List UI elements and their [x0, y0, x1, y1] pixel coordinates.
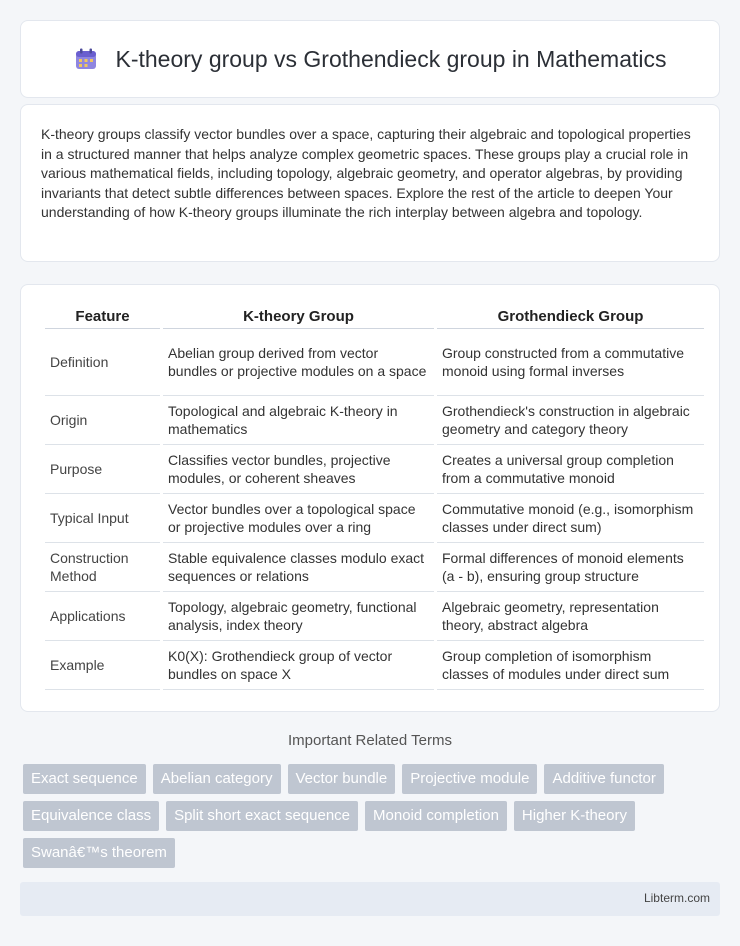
header-grothendieck-group: Grothendieck Group — [437, 305, 704, 329]
row-grothendieck-value: Group completion of isomorphism classes of modules under direct sum — [437, 641, 704, 690]
intro-card — [20, 104, 720, 262]
table-row — [45, 396, 704, 445]
page-title: K-theory group vs Grothendieck group in Mathematics — [115, 45, 667, 72]
row-k-theory-value: Stable equivalence classes modulo exact sequences or relations — [163, 543, 434, 592]
intro-paragraph: K-theory groups classify vector bundles over a space, capturing their algebraic and topological properties in a structured manner that helps analyze complex geometric spaces. These groups play a crucial role in various mathematical fields, including topology, algebraic geometry, and operator algebras, by providing invariants that detect subtle differences between spaces. Explore the rest of the article to deepen Your understanding of how K-theory groups illuminate the rich interplay between algebra and topology. — [41, 126, 691, 220]
header-feature: Feature — [45, 305, 160, 329]
tag-additive-functor[interactable]: Additive functor — [544, 764, 663, 794]
row-k-theory-value: Topological and algebraic K-theory in mathematics — [163, 396, 434, 445]
row-grothendieck-value: Creates a universal group completion from a commutative monoid — [437, 445, 704, 494]
table-row — [45, 445, 704, 494]
tag-swans-theorem[interactable]: Swanâ€™s theorem — [23, 838, 175, 868]
row-k-theory-value: Abelian group derived from vector bundles or projective modules on a space — [163, 329, 434, 396]
header-card — [20, 20, 720, 98]
row-grothendieck-value: Grothendieck's construction in algebraic geometry and category theory — [437, 396, 704, 445]
table-row — [45, 641, 704, 690]
row-k-theory-value: K0(X): Grothendieck group of vector bundles on space X — [163, 641, 434, 690]
row-grothendieck-value: Formal differences of monoid elements (a - b), ensuring group structure — [437, 543, 704, 592]
comparison-table — [42, 305, 707, 690]
title-wrap — [74, 46, 667, 73]
row-k-theory-value: Classifies vector bundles, projective modules, or coherent sheaves — [163, 445, 434, 494]
row-grothendieck-value: Algebraic geometry, representation theory, abstract algebra — [437, 592, 704, 641]
table-header-row — [45, 305, 704, 329]
footer — [20, 882, 720, 916]
header-k-theory-group: K-theory Group — [163, 305, 434, 329]
tag-higher-k-theory[interactable]: Higher K-theory — [514, 801, 635, 831]
table-row — [45, 329, 704, 396]
row-feature: Purpose — [45, 445, 160, 494]
table-row — [45, 543, 704, 592]
table-row — [45, 494, 704, 543]
calendar-icon — [74, 47, 98, 71]
tag-exact-sequence[interactable]: Exact sequence — [23, 764, 146, 794]
footer-site-link[interactable]: Libterm.com — [643, 891, 710, 905]
row-k-theory-value: Vector bundles over a topological space or projective modules over a ring — [163, 494, 434, 543]
row-k-theory-value: Topology, algebraic geometry, functional analysis, index theory — [163, 592, 434, 641]
row-feature: Example — [45, 641, 160, 690]
tag-split-short-exact-sequence[interactable]: Split short exact sequence — [166, 801, 358, 831]
tag-abelian-category[interactable]: Abelian category — [153, 764, 281, 794]
row-feature: Construction Method — [45, 543, 160, 592]
related-terms-title: Important Related Terms — [288, 732, 452, 749]
table-row — [45, 592, 704, 641]
row-feature: Typical Input — [45, 494, 160, 543]
tag-vector-bundle[interactable]: Vector bundle — [288, 764, 396, 794]
row-feature: Applications — [45, 592, 160, 641]
row-feature: Definition — [45, 329, 160, 396]
row-grothendieck-value: Commutative monoid (e.g., isomorphism classes under direct sum) — [437, 494, 704, 543]
row-feature: Origin — [45, 396, 160, 445]
related-terms-tags — [23, 764, 723, 868]
row-grothendieck-value: Group constructed from a commutative monoid using formal inverses — [437, 329, 704, 396]
tag-equivalence-class[interactable]: Equivalence class — [23, 801, 159, 831]
tag-monoid-completion[interactable]: Monoid completion — [365, 801, 507, 831]
comparison-table-card — [20, 284, 720, 712]
tag-projective-module[interactable]: Projective module — [402, 764, 537, 794]
